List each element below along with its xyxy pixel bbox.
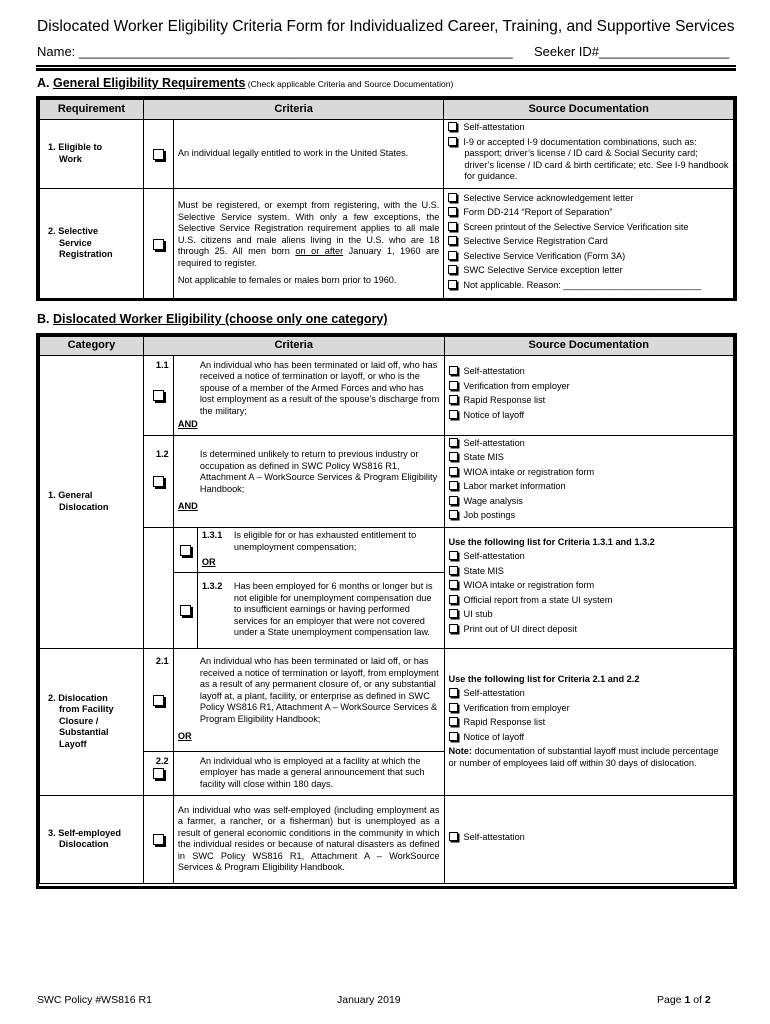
table-row [40, 648, 734, 751]
header-divider [36, 65, 736, 67]
source-checkbox-item[interactable]: Self-attestation [448, 122, 729, 134]
source-checkbox-item[interactable]: Self-attestation [449, 688, 730, 700]
criteria-1-2: 1.2 Is determined unlikely to return to previous industry or occupation as defined in SWC Policy WS816 R1, Attachment A – WorkSource Services & Program Eligibility Handbook; AND [173, 435, 444, 527]
source-checkbox-item[interactable]: Notice of layoff [449, 732, 730, 744]
footer-date: January 2019 [337, 994, 401, 1006]
category-general-dislocation: 1. General Dislocation [40, 355, 144, 648]
source-checkbox-item[interactable]: Print out of UI direct deposit [449, 624, 730, 636]
criteria-selective-service: Must be registered, or exempt from registering, with the U.S. Selective Service system. With only a few exceptions, the Selective Service Registration requirement applies to all male U.S. citizens and male aliens living in the U.S. who are 18 through 25. All men born on or after January 1, 1960 are required to register. Not applicable to females or males born prior to 1960. [173, 188, 443, 299]
criteria-1-3-2: 1.3.2 Has been employed for 6 months or longer but is not eligible for unemployment compensation due to insufficient earnings or having performed services for an employer that were not covered under a State unemployment compensation law. [197, 572, 444, 648]
source-checkbox-item[interactable]: Selective Service Registration Card [448, 236, 729, 248]
form-title: Dislocated Worker Eligibility Criteria Form for Individualized Career, Training, and Supportive Services [37, 18, 735, 35]
checkbox-selective-service[interactable] [143, 188, 173, 299]
source-checkbox-item[interactable]: Verification from employer [449, 381, 730, 393]
table-row [40, 527, 734, 572]
source-checkbox-item[interactable]: Self-attestation [449, 366, 730, 378]
col-requirement: Requirement [40, 100, 144, 120]
source-checkbox-item[interactable]: SWC Selective Service exception letter [448, 265, 729, 277]
col-criteria: Criteria [143, 100, 443, 120]
source-checkbox-item[interactable]: Wage analysis [449, 496, 730, 508]
source-docs-3 [444, 795, 734, 883]
source-checkbox-item[interactable]: Screen printout of the Selective Service Verification site [448, 222, 729, 234]
source-checkbox-item[interactable]: Verification from employer [449, 703, 730, 715]
header-divider-thick [36, 68, 736, 71]
category-facility-closure: 2. Dislocation from Facility Closure / Substantial Layoff [40, 648, 144, 795]
source-checkbox-item[interactable]: Official report from a state UI system [449, 595, 730, 607]
source-checkbox-item[interactable]: Notice of layoff [449, 410, 730, 422]
source-checkbox-item[interactable]: State MIS [449, 452, 730, 464]
col-criteria: Criteria [143, 337, 444, 356]
criteria-1-3-1: 1.3.1 Is eligible for or has exhausted entitlement to unemployment compensation; OR [197, 527, 444, 572]
footer-page: Page 1 of 2 [657, 994, 711, 1006]
criteria-2-2: 2.2 An individual who is employed at a facility at which the employer has made a general announcement that such facility will close within 180 days. [173, 751, 444, 795]
source-docs-selective-service [444, 188, 734, 299]
category-self-employed: 3. Self-employed Dislocation [40, 795, 144, 883]
source-checkbox-item[interactable]: Selective Service Verification (Form 3A) [448, 251, 729, 263]
table-row [40, 355, 734, 435]
name-row [37, 44, 735, 59]
requirement-eligible-to-work: 1. Eligible to Work [40, 120, 144, 189]
col-source-documentation: Source Documentation [444, 337, 734, 356]
table-row [40, 188, 734, 299]
checkbox-eligible-to-work[interactable] [143, 120, 173, 189]
source-docs-2: Use the following list for Criteria 2.1 and 2.2 Self-attestation Verification from employer Rapid Response list Notice of layoff Note: documentation of substantial layoff must include percentage or number of employees laid off within 30 days of dislocation. [444, 648, 734, 795]
source-docs-1-2 [444, 435, 734, 527]
source-checkbox-item[interactable]: I-9 or accepted I-9 documentation combinations, such as: passport; driver’s license / ID card & Social Security card; driver’s license / ID card & birth certificate; etc. See I-9 handbook for guidance. [448, 137, 729, 183]
table-row [40, 120, 734, 189]
table-row [40, 795, 734, 883]
source-checkbox-item[interactable]: Labor market information [449, 481, 730, 493]
source-checkbox-item[interactable]: State MIS [449, 566, 730, 578]
requirement-selective-service: 2. Selective Service Registration [40, 188, 144, 299]
source-checkbox-item[interactable]: Rapid Response list [449, 395, 730, 407]
checkbox-criteria-1-3-2[interactable] [173, 572, 197, 648]
source-checkbox-item[interactable]: Self-attestation [449, 832, 730, 844]
source-docs-1-1 [444, 355, 734, 435]
checkbox-criteria-3[interactable] [143, 795, 173, 883]
general-eligibility-table [36, 96, 737, 301]
source-checkbox-item[interactable]: Not applicable. Reason: ___________________________ [448, 280, 729, 292]
source-docs-eligible-to-work [444, 120, 734, 189]
source-checkbox-item[interactable]: Self-attestation [449, 551, 730, 563]
source-checkbox-item[interactable]: Job postings [449, 510, 730, 522]
table-row [40, 435, 734, 527]
section-b-heading: B. Dislocated Worker Eligibility (choose only one category) [37, 312, 388, 326]
dislocated-worker-table [36, 333, 737, 889]
footer-policy: SWC Policy #WS816 R1 [37, 994, 152, 1006]
criteria-3: An individual who was self-employed (including employment as a farmer, a rancher, or a fisherman) but is unemployed as a result of general economic conditions in the community in which the individual resides or because of natural disasters as defined in SWC Policy WS816 R1, Attachment A – WorkSource Services & Program Eligibility Handbook. [173, 795, 444, 883]
source-checkbox-item[interactable]: Form DD-214 “Report of Separation” [448, 207, 729, 219]
source-checkbox-item[interactable]: UI stub [449, 609, 730, 621]
note: Note: documentation of substantial layoff must include percentage or number of employees laid off within 30 days of dislocation. [448, 746, 719, 768]
col-source-documentation: Source Documentation [444, 100, 734, 120]
col-category: Category [40, 337, 144, 356]
checkbox-criteria-1-3-1[interactable] [173, 527, 197, 572]
name-field-label[interactable]: Name: ____________________________________________________________ [37, 44, 513, 59]
source-checkbox-item[interactable]: Rapid Response list [449, 717, 730, 729]
source-checkbox-item[interactable]: WIOA intake or registration form [449, 467, 730, 479]
source-checkbox-item[interactable]: WIOA intake or registration form [449, 580, 730, 592]
source-checkbox-item[interactable]: Selective Service acknowledgement letter [448, 193, 729, 205]
section-a-heading: A. General Eligibility Requirements (Check applicable Criteria and Source Documentation) [37, 76, 454, 90]
source-docs-1-3: Use the following list for Criteria 1.3.1 and 1.3.2 Self-attestation State MIS WIOA intake or registration form Official report from a state UI system UI stub Print out of UI direct deposit [444, 527, 734, 648]
criteria-1-1: 1.1 An individual who has been terminated or laid off, who has received a notice of termination or layoff, or who is the spouse of a member of the Armed Forces and who has lost employment as a result of the spouse’s discharge from the military; AND [173, 355, 444, 435]
criteria-eligible-to-work: An individual legally entitled to work in the United States. [173, 120, 443, 189]
source-checkbox-item[interactable]: Self-attestation [449, 438, 730, 450]
criteria-2-1: 2.1 An individual who has been terminated or laid off, or has received a notice of termination or layoff, from employment as a result of any permanent closure of, or any substantial layoff at, a plant, facility, or enterprise as defined in SWC Policy WS816 R1, Attachment A – WorkSource Services & Program Eligibility Handbook; OR [173, 648, 444, 751]
seeker-id-field-label[interactable]: Seeker ID#__________________ [534, 44, 730, 59]
